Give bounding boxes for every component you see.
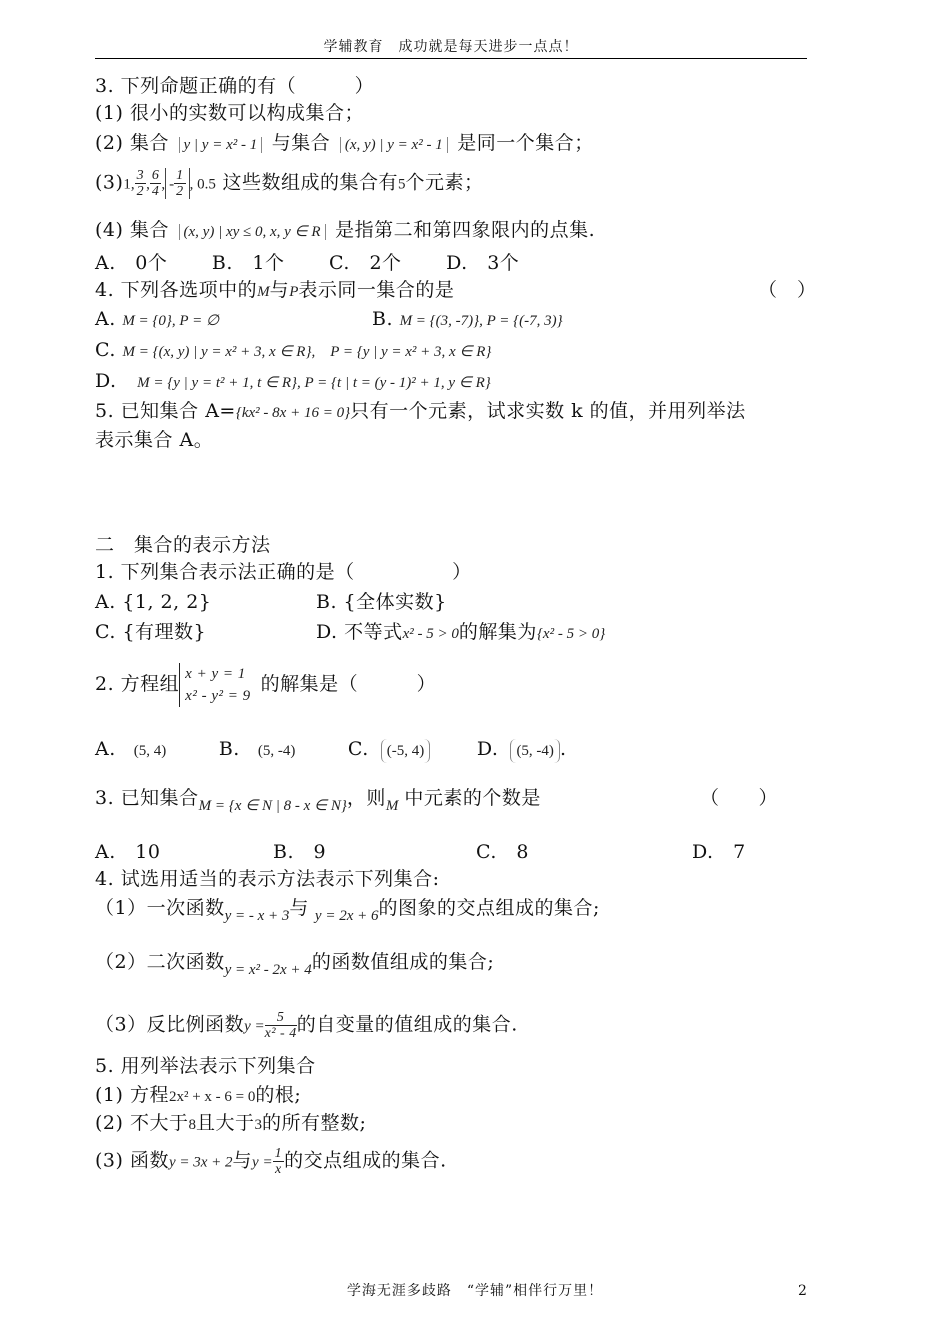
s2-q4-item-2-text-b: 的函数值组成的集合;	[311, 951, 495, 973]
q3-item-2-text-c: 是同一个集合；	[457, 132, 594, 154]
q3-item-3: (3)1, $\frac{3}{2}$ , $\frac{6}{4}$ , - $\frac{1}{2}$ , 0.5 这些数组成的集合有5个元素；	[95, 168, 484, 199]
s2-q2-options	[95, 737, 566, 763]
s2-q5-item-3-text-a: (3) 函数	[95, 1149, 169, 1172]
s2-q5-item-2	[95, 1111, 366, 1137]
s2-q4-item-3-math: y =	[244, 1018, 265, 1035]
q3-item-2-text-a: (2) 集合	[95, 132, 169, 154]
q4-option-d-label: D.	[95, 370, 117, 392]
q4-option-b-math: M = {(3, -7)}, P = {(-7, 3)}	[399, 313, 563, 329]
frac-numerator: 5	[265, 1010, 297, 1026]
s2-q4-item-1-text-c: 的图象的交点组成的集合;	[378, 897, 600, 919]
q3-option-d: D. 3个	[446, 252, 520, 274]
s2-q3-option-d: D. 7	[692, 841, 746, 863]
page-number: 2	[798, 1283, 807, 1299]
s2-q4-item-2-math: y = x² - 2x + 4	[224, 962, 312, 978]
s2-q3-text-b: ，则	[346, 787, 386, 809]
s2-q2-text-a: 2. 方程组	[95, 673, 180, 695]
q5-text-a: 5. 已知集合 A=	[95, 400, 236, 422]
s2-q4-item-2-text-a: （2）二次函数	[95, 951, 225, 973]
s2-q2-option-a-label: A.	[95, 738, 116, 760]
s2-q1-option-d-math-1: x² - 5 > 0	[402, 626, 459, 642]
s2-q5-item-3-text-b: 与	[232, 1149, 253, 1172]
frac-denominator: x	[274, 1162, 282, 1177]
q4-option-c-math: M = {(x, y) | y = x² + 3, x ∈ R}, P = {y | y = x² + 3, x ∈ R}	[122, 344, 492, 360]
frac-numerator: 3	[136, 168, 145, 183]
minus-sign: -	[169, 176, 175, 193]
s2-q4-item-1-math-2: y = 2x + 6	[314, 908, 379, 924]
s2-q3-text-a: 3. 已知集合	[95, 787, 199, 809]
s2-q1-option-d-text-a: D. 不等式	[316, 621, 403, 643]
frac-numerator: 6	[151, 168, 160, 183]
q4-text-a: 4. 下列各选项中的	[95, 279, 258, 301]
page-header: 学辅教育 成功就是每天进步一点点！	[95, 36, 807, 59]
s2-q1-option-d-math-2: {x² - 5 > 0}	[536, 626, 606, 642]
q3-item-1: (1) 很小的实数可以构成集合；	[95, 102, 364, 124]
q3-item-3-abs	[165, 168, 190, 199]
q5-line-1	[95, 399, 746, 425]
s2-q1-option-b: B. {全体实数}	[316, 591, 447, 613]
s2-q3-option-a: A. 10	[95, 841, 161, 863]
s2-q5-item-3-frac	[273, 1146, 285, 1177]
q4-title	[95, 278, 454, 304]
s2-q4-item-2	[95, 950, 494, 982]
s2-q4-item-1-math-1: y = - x + 3	[224, 908, 290, 924]
frac-denominator: 4	[151, 184, 160, 199]
q4-math-m: M	[257, 284, 270, 300]
q4-option-b-label: B.	[372, 308, 394, 330]
frac-denominator: 2	[176, 184, 184, 199]
s2-q5-item-1-text-a: (1) 方程	[95, 1084, 169, 1106]
q3-item-2	[95, 131, 594, 157]
s2-q2-eq-2: x² - y² = 9	[185, 688, 251, 704]
s2-q4-item-3-frac	[265, 1010, 297, 1041]
s2-q4-item-3-text-b: 的自变量的值组成的集合.	[296, 1013, 518, 1036]
s2-q1-title: 1. 下列集合表示法正确的是（ ）	[95, 561, 472, 583]
q5-line-2: 表示集合 A。	[95, 429, 214, 451]
q3-item-3-text-a: (3)	[95, 171, 124, 194]
q3-item-4-text-b: 是指第二和第四象限内的点集.	[335, 219, 596, 241]
q3-item-2-math-1: y | y = x² - 1	[179, 137, 263, 153]
q3-item-4	[95, 218, 595, 244]
s2-q5-item-2-text-a: (2) 不大于	[95, 1112, 189, 1134]
s2-q2-title	[95, 663, 436, 707]
q5-math: {kx² - 8x + 16 = 0}	[235, 405, 351, 421]
page-footer: 学海无涯多歧路 “学辅”相伴行万里！	[346, 1283, 604, 1299]
s2-q2-option-c-math: (-5, 4)	[381, 739, 431, 763]
s2-q3-title	[95, 786, 541, 818]
s2-q1-option-d	[316, 620, 605, 646]
s2-q5-title: 5. 用列举法表示下列集合	[95, 1055, 316, 1077]
frac-numerator: 1	[274, 1146, 283, 1161]
q3-options	[95, 251, 519, 275]
s2-q5-item-2-math-1: 8	[188, 1117, 196, 1133]
s2-q5-item-3	[95, 1146, 447, 1177]
frac-numerator: 1	[176, 168, 184, 183]
s2-q3-text-c: 中元素的个数是	[404, 787, 541, 809]
q4-option-c	[95, 338, 491, 364]
s2-q3-answer-paren: （ ）	[700, 787, 779, 809]
q4-option-b	[372, 307, 563, 333]
s2-q4-item-1-text-b: 与	[289, 897, 309, 919]
s2-q5-item-3-text-c: 的交点组成的集合.	[284, 1149, 447, 1172]
s2-q2-text-b: 的解集是（ ）	[260, 673, 437, 695]
s2-q3-option-c: C. 8	[476, 841, 529, 863]
q4-text-c: 表示同一集合的是	[298, 279, 455, 301]
s2-q2-equation-system	[179, 663, 250, 707]
s2-q4-title: 4. 试选用适当的表示方法表示下列集合:	[95, 868, 440, 890]
s2-q4-item-1	[95, 896, 600, 928]
s2-q4-item-3	[95, 1010, 518, 1041]
s2-q5-item-3-math-2: y =	[252, 1154, 273, 1171]
q3-item-4-text-a: (4) 集合	[95, 219, 169, 241]
q3-item-3-five: 5	[397, 176, 406, 193]
s2-q1-option-c: C. {有理数}	[95, 621, 207, 643]
q4-option-a	[95, 307, 219, 333]
q4-option-a-math: M = {0}, P = ∅	[122, 313, 220, 329]
s2-q5-item-1-math: 2x² + x - 6 = 0	[168, 1089, 256, 1105]
s2-q3-math: M = {x ∈ N | 8 - x ∈ N}	[198, 798, 347, 814]
s2-q1-option-a: A. {1, 2, 2}	[95, 591, 212, 613]
s2-q4-item-1-text-a: （1）一次函数	[95, 897, 225, 919]
section-2-heading: 二 集合的表示方法	[95, 534, 271, 556]
s2-q3-math-m: M	[385, 798, 399, 814]
q3-item-2-math-2: (x, y) | y = x² - 1	[340, 137, 448, 153]
s2-q3-option-b: B. 9	[273, 841, 327, 863]
q3-title: 3. 下列命题正确的有（ ）	[95, 75, 375, 97]
q4-option-a-label: A.	[95, 308, 116, 330]
s2-q5-item-3-math-1: y = 3x + 2	[168, 1154, 233, 1171]
q3-item-2-text-b: 与集合	[271, 132, 331, 154]
q3-item-3-frac-2	[150, 168, 162, 199]
q4-text-b: 与	[269, 279, 290, 301]
s2-q2-eq-1: x + y = 1	[185, 666, 246, 682]
q3-option-c: C. 2个	[329, 252, 402, 274]
s2-q5-item-2-text-b: 且大于	[195, 1112, 255, 1134]
q3-item-3-frac-1	[135, 168, 147, 199]
q3-item-4-math: (x, y) | xy ≤ 0, x, y ∈ R	[179, 224, 326, 240]
frac-denominator: 2	[136, 184, 145, 199]
s2-q2-option-d-math: (5, -4)	[510, 739, 560, 763]
s2-q5-item-1	[95, 1083, 301, 1109]
q3-item-3-text-c: 个元素；	[405, 171, 484, 194]
frac-denominator: x² - 4	[264, 1026, 297, 1041]
q3-item-3-frac-3	[174, 168, 186, 199]
q4-answer-paren: （ ）	[758, 279, 817, 301]
q3-item-3-one: 1,	[123, 176, 135, 193]
s2-q2-option-a-math: (5, 4)	[133, 743, 167, 759]
s2-q4-item-3-text-a: （3）反比例函数	[95, 1013, 245, 1036]
q4-math-p: P	[289, 284, 299, 300]
s2-q2-option-d-label: D.	[476, 738, 499, 760]
s2-q2-end: .	[559, 738, 567, 760]
q5-text-b: 只有一个元素，试求实数 k 的值，并用列举法	[350, 400, 746, 422]
q4-option-c-label: C.	[95, 339, 116, 361]
s2-q2-option-b-label: B.	[218, 738, 240, 760]
q3-item-3-text-b: 这些数组成的集合有	[222, 171, 398, 194]
s2-q2-option-c-label: C.	[347, 738, 369, 760]
q3-option-a: A. 0个	[95, 252, 168, 274]
q4-option-d-math: M = {y | y = t² + 1, t ∈ R}, P = {t | t = (y - 1)² + 1, y ∈ R}	[137, 375, 491, 391]
q4-option-d	[95, 369, 491, 395]
s2-q2-option-b-math: (5, -4)	[257, 743, 296, 759]
q3-item-3-tail: , 0.5	[189, 176, 216, 193]
s2-q5-item-2-text-c: 的所有整数;	[261, 1112, 367, 1134]
s2-q1-option-d-text-b: 的解集为	[458, 621, 537, 643]
q3-option-b: B. 1个	[211, 252, 285, 274]
s2-q5-item-2-math-2: 3	[254, 1117, 262, 1133]
s2-q5-item-1-text-b: 的根;	[255, 1084, 302, 1106]
